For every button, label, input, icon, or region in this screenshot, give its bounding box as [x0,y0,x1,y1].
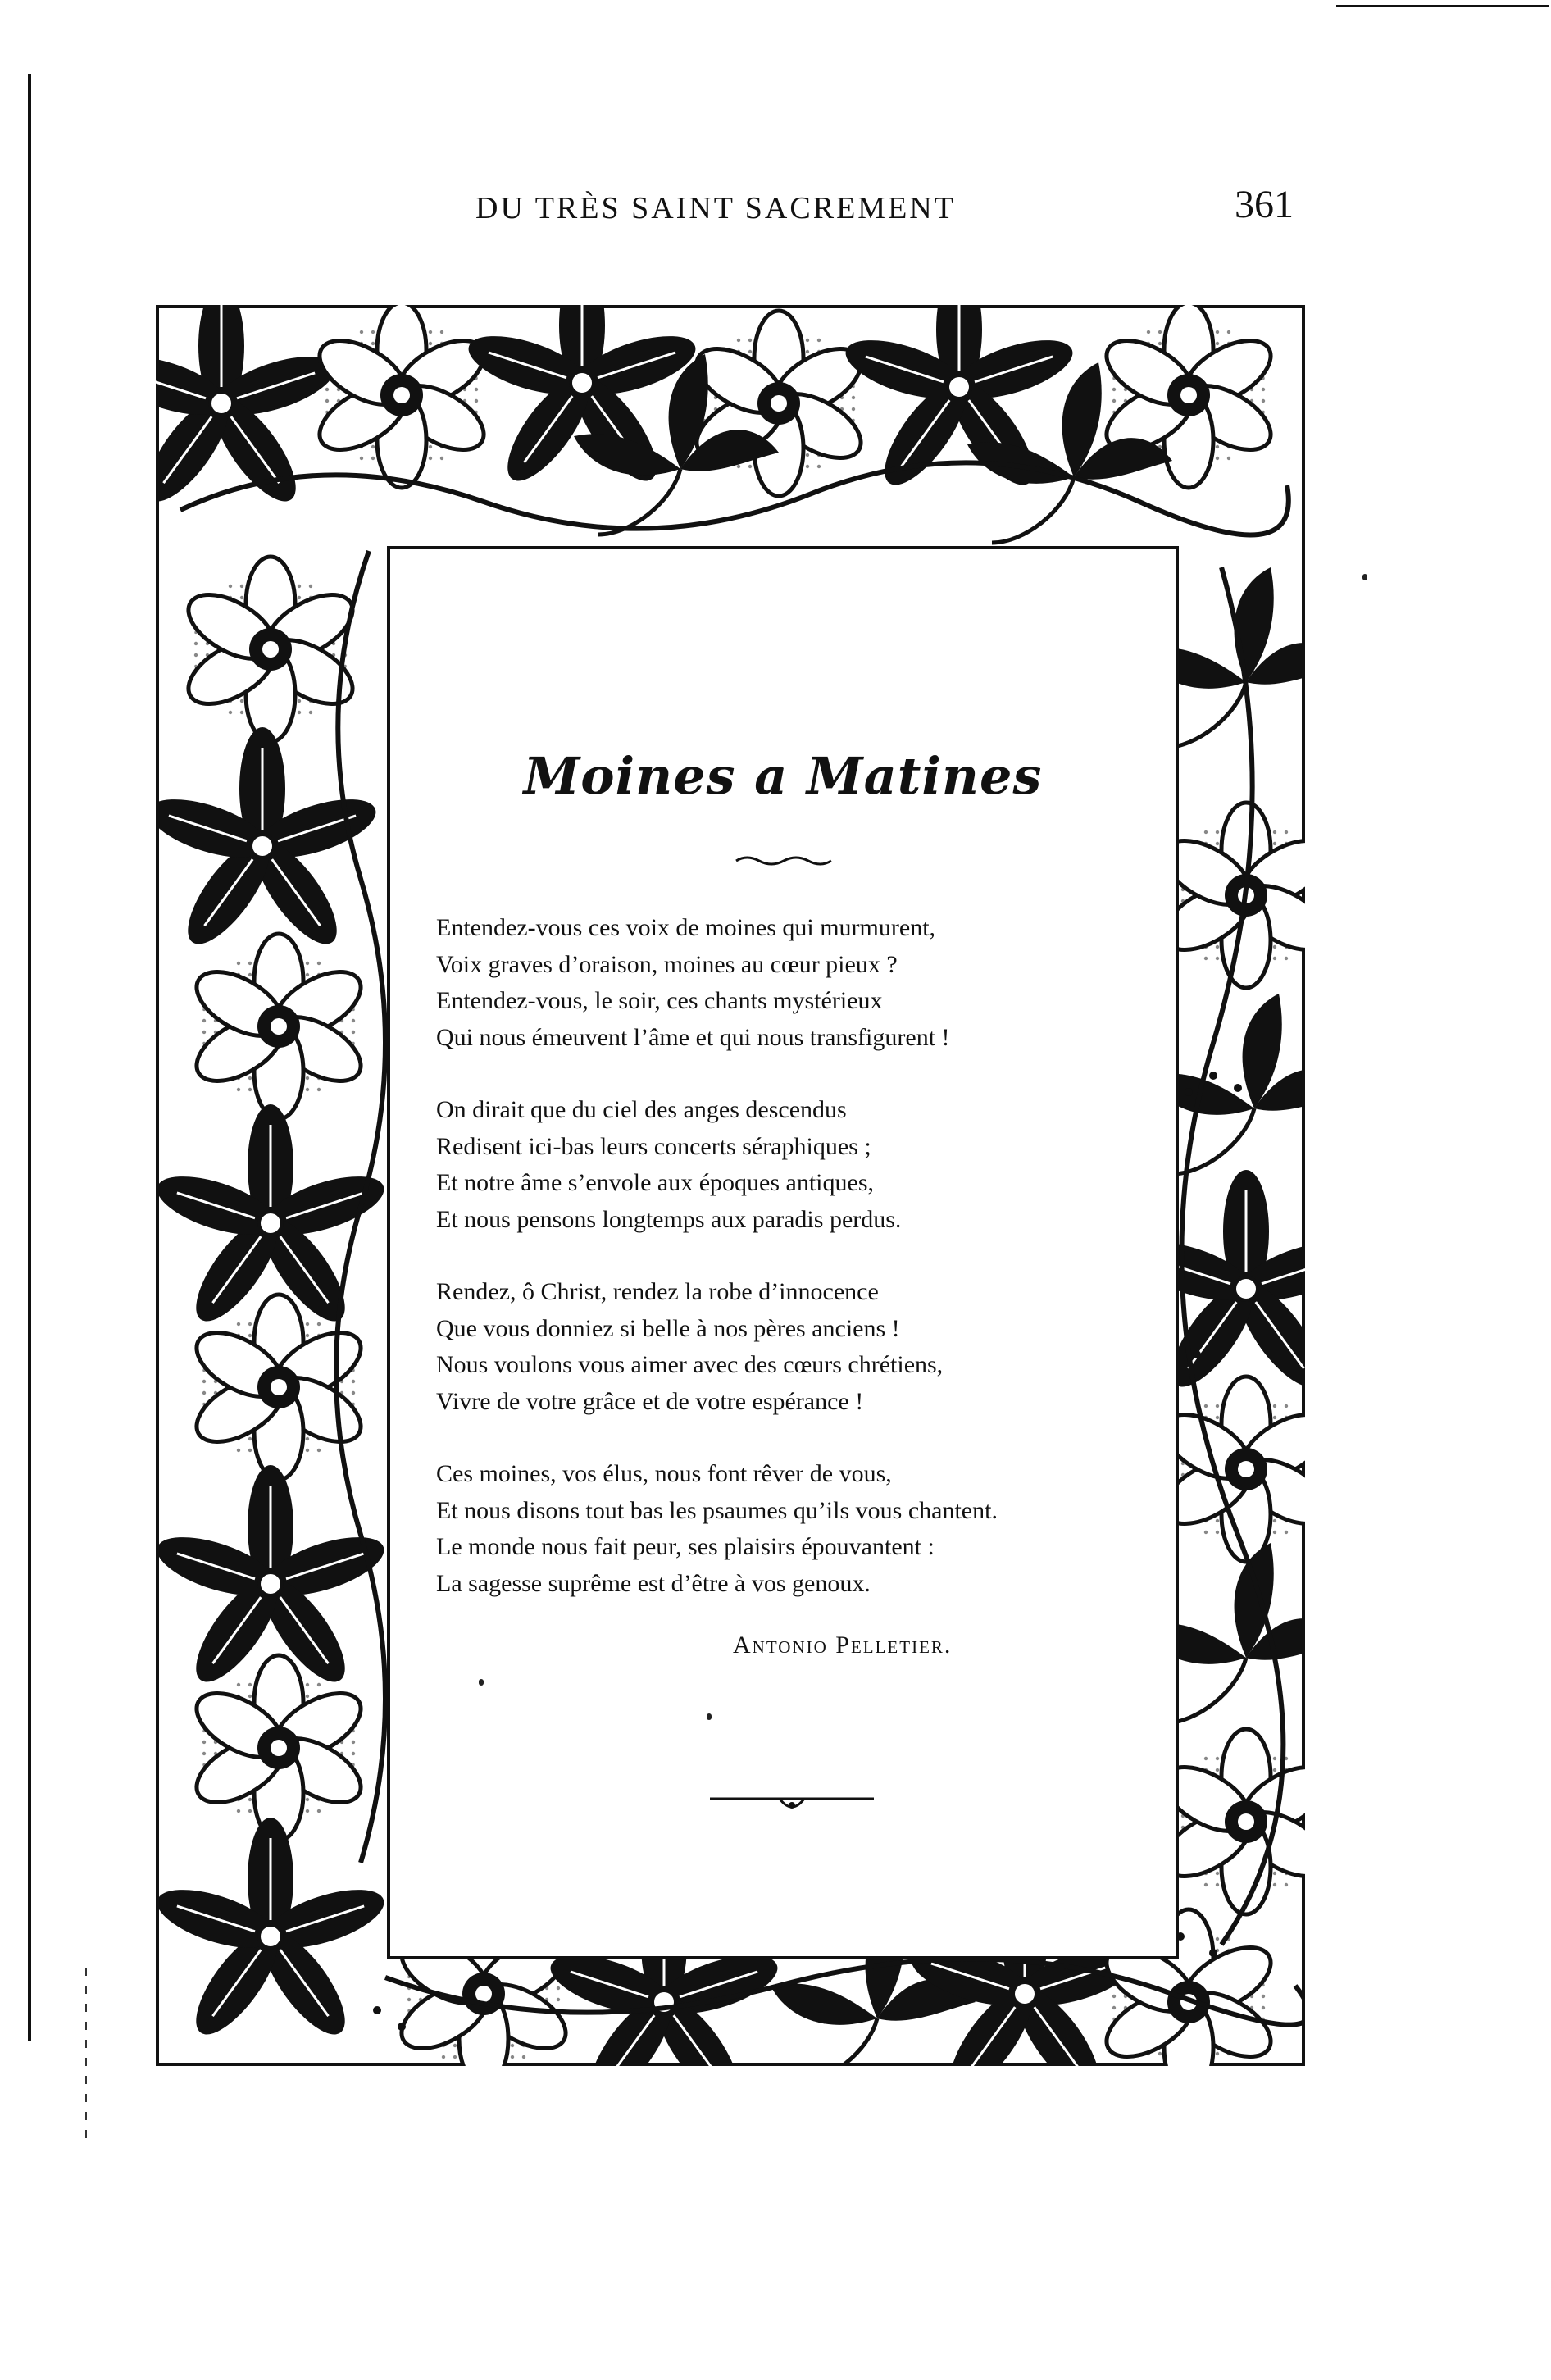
poem-body [436,910,1174,1638]
verse-line: Et nous pensons longtemps aux paradis perdus. [436,1205,902,1233]
ink-speck [1362,574,1367,580]
poem-panel [387,546,1179,1959]
poem-author: Antonio Pelletier. [733,1631,953,1659]
verse-line: Redisent ici-bas leurs concerts séraphiques ; [436,1132,871,1160]
verse-line: Voix graves d’oraison, moines au cœur pieux ? [436,950,898,978]
poem-title: Moines a Matines [523,746,1043,806]
ink-speck [479,1679,484,1686]
verse-line: Le monde nous fait peur, ses plaisirs épouvantent : [436,1533,935,1560]
verse-line: Et nous disons tout bas les psaumes qu’ils vous chantent. [436,1496,998,1524]
verse-line: On dirait que du ciel des anges descendus [436,1096,847,1123]
tailpiece-ornament [710,1787,874,1820]
verse-line: Rendez, ô Christ, rendez la robe d’innocence [436,1278,879,1305]
stanza [436,1274,1174,1420]
verse-line: Vivre de votre grâce et de votre espérance ! [436,1387,864,1415]
corner-rule [1336,5,1549,7]
verse-line: Que vous donniez si belle à nos pères anciens ! [436,1314,900,1342]
title-flourish-ornament [735,853,833,869]
page-number: 361 [1235,183,1294,226]
verse-line: La sagesse suprême est d’être à vos genoux. [436,1569,871,1597]
verse-line: Nous voulons vous aimer avec des cœurs chrétiens, [436,1351,944,1378]
binding-dashes [85,1968,87,2148]
running-head: DU TRÈS SAINT SACREMENT [475,191,956,225]
stanza [436,910,1174,1056]
binding-edge-line [28,74,31,2041]
verse-line: Et notre âme s’envole aux époques antiques, [436,1169,874,1196]
verse-line: Entendez-vous ces voix de moines qui murmurent, [436,914,936,941]
verse-line: Entendez-vous, le soir, ces chants mystérieux [436,987,883,1014]
stanza [436,1456,1174,1602]
verse-line: Ces moines, vos élus, nous font rêver de vous, [436,1460,892,1487]
ink-speck [707,1713,712,1720]
verse-line: Qui nous émeuvent l’âme et qui nous transfigurent ! [436,1023,950,1051]
stanza [436,1092,1174,1238]
